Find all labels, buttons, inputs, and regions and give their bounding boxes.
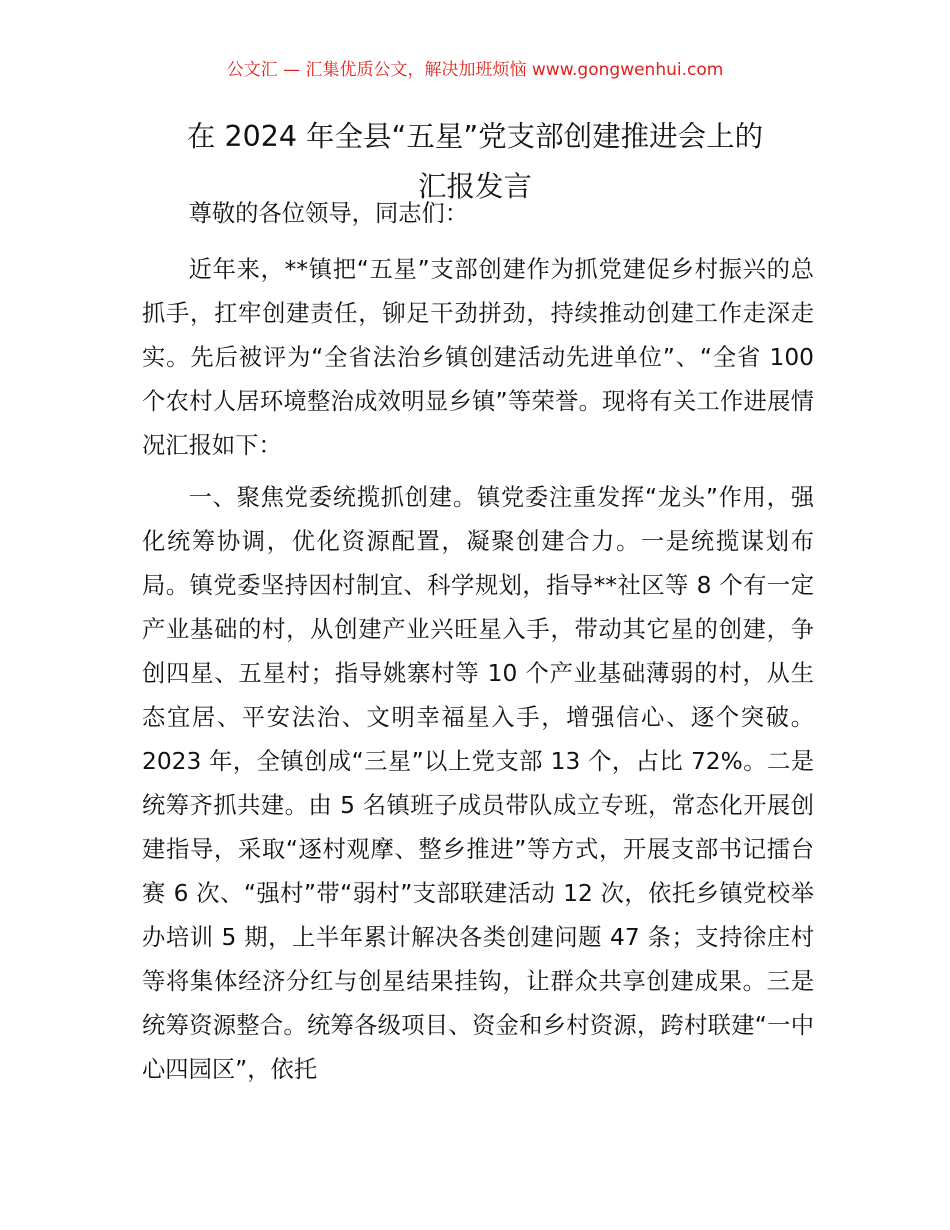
site-header-banner (0, 58, 950, 82)
document-title-line-2: 汇报发言 (417, 170, 532, 203)
document-body (142, 192, 814, 1100)
paragraph-intro: 近年来，**镇把“五星”支部创建作为抓党建促乡村振兴的总抓手，扛牢创建责任，铆足干劲拼劲，持续推动创建工作走深走实。先后被评为“全省法治乡镇创建活动先进单位”、“全省 100 个农村人居环境整治成效明显乡镇”等荣誉。现将有关工作进展情况汇报如下： (142, 256, 814, 459)
document-title-line-1: 在 2024 年全县“五星”党支部创建推进会上的 (186, 120, 764, 153)
site-header-text: 公文汇 — 汇集优质公文，解决加班烦恼 www.gongwenhui.com (226, 60, 724, 80)
greeting: 尊敬的各位领导，同志们： (188, 200, 469, 227)
paragraph-section-1: 一、聚焦党委统揽抓创建。镇党委注重发挥“龙头”作用，强化统筹协调，优化资源配置，凝聚创建合力。一是统揽谋划布局。镇党委坚持因村制宜、科学规划，指导**社区等 8 个有一定产业基础的村，从创建产业兴旺星入手，带动其它星的创建，争创四星、五星村；指导姚寨村等 10 个产业基础薄弱的村，从生态宜居、平安法治、文明幸福星入手，增强信心、逐个突破。2023 年，全镇创成“三星”以上党支部 13 个，占比 72%。二是统筹齐抓共建。由 5 名镇班子成员带队成立专班，常态化开展创建指导，采取“逐村观摩、整乡推进”等方式，开展支部书记擂台赛 6 次、“强村”带“弱村”支部联建活动 12 次，依托乡镇党校举办培训 5 期，上半年累计解决各类创建问题 47 条；支持徐庄村等将集体经济分红与创星结果挂钩，让群众共享创建成果。三是统筹资源整合。统筹各级项目、资金和乡村资源，跨村联建“一中心四园区”，依托 (142, 484, 814, 1083)
